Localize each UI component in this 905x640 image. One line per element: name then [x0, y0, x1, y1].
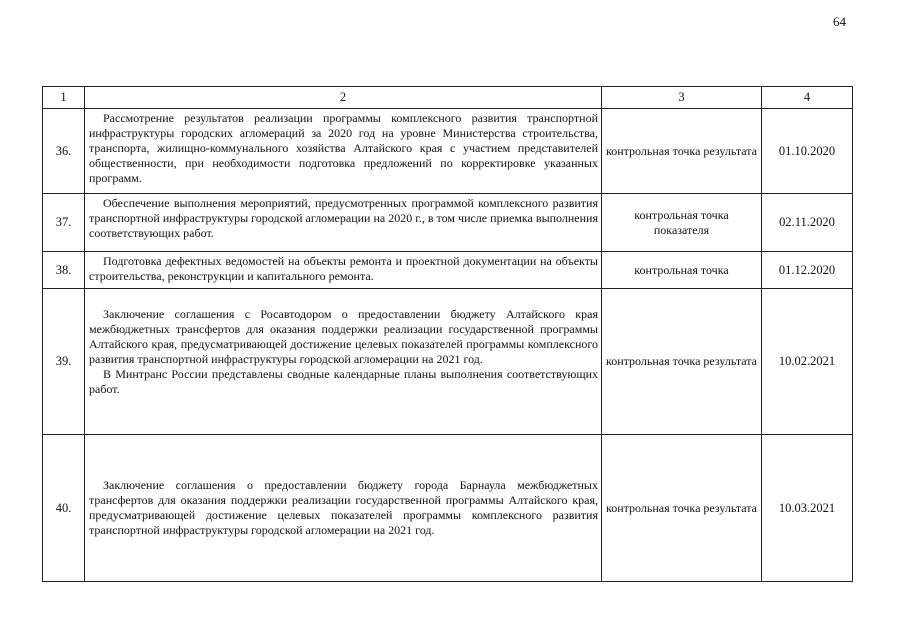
- table-row: [43, 435, 853, 582]
- column-header: 4: [762, 87, 853, 109]
- row-description: [85, 109, 602, 194]
- row-description: [85, 252, 602, 289]
- table-row: [43, 289, 853, 435]
- control-point-type: контрольная точка показателя: [602, 194, 762, 252]
- table-row: [43, 252, 853, 289]
- description-paragraph: Подготовка дефектных ведомостей на объекты ремонта и проектной документации на объекты строительства, реконструкции и капитального ремонта.: [89, 254, 598, 283]
- control-point-date: 10.03.2021: [762, 435, 853, 582]
- description-paragraph: В Минтранс России представлены сводные календарные планы выполнения соответствующих работ.: [89, 367, 598, 396]
- control-point-date: 01.10.2020: [762, 109, 853, 194]
- control-point-type: контрольная точка результата: [602, 109, 762, 194]
- page-number: 64: [833, 14, 846, 29]
- row-description: [85, 289, 602, 435]
- control-point-date: 02.11.2020: [762, 194, 853, 252]
- table-header-row: [43, 87, 853, 109]
- control-point-type: контрольная точка результата: [602, 289, 762, 435]
- description-paragraph: Обеспечение выполнения мероприятий, предусмотренных программой комплексного развития транспортной инфраструктуры городской агломерации на 2020 г., в том числе приемка выполнения соответствующих работ.: [89, 196, 598, 240]
- table-row: [43, 194, 853, 252]
- description-paragraph: Заключение соглашения о предоставлении бюджету города Барнаула межбюджетных трансфертов для оказания поддержки реализации государственной программы Алтайского края, предусматривающей достижение целевых показателей программы комплексного развития транспортной инфраструктуры городской агломерации на 2021 год.: [89, 478, 598, 537]
- control-point-date: 10.02.2021: [762, 289, 853, 435]
- description-paragraph: Заключение соглашения с Росавтодором о предоставлении бюджету Алтайского края межбюджетных трансфертов для оказания поддержки реализации государственной программы Алтайского края, предусматривающей достижение целевых показателей программы комплексного развития транспортной инфраструктуры городской агломерации на 2021 год.: [89, 307, 598, 366]
- column-header: 1: [43, 87, 85, 109]
- row-number: 36.: [43, 109, 85, 194]
- row-description: [85, 435, 602, 582]
- control-points-table: [42, 86, 853, 582]
- row-number: 39.: [43, 289, 85, 435]
- row-description: [85, 194, 602, 252]
- table-row: [43, 109, 853, 194]
- control-point-type: контрольная точка результата: [602, 435, 762, 582]
- control-point-date: 01.12.2020: [762, 252, 853, 289]
- column-header: 2: [85, 87, 602, 109]
- row-number: 37.: [43, 194, 85, 252]
- control-point-type: контрольная точка: [602, 252, 762, 289]
- row-number: 40.: [43, 435, 85, 582]
- row-number: 38.: [43, 252, 85, 289]
- description-paragraph: Рассмотрение результатов реализации программы комплексного развития транспортной инфраструктуры городских агломераций за 2020 год на уровне Министерства строительства, транспорта, жилищно-коммунального хозяйства Алтайского края с участием представителей общественности, при необходимости подготовка предложений по корректировке указанных программ.: [89, 111, 598, 185]
- column-header: 3: [602, 87, 762, 109]
